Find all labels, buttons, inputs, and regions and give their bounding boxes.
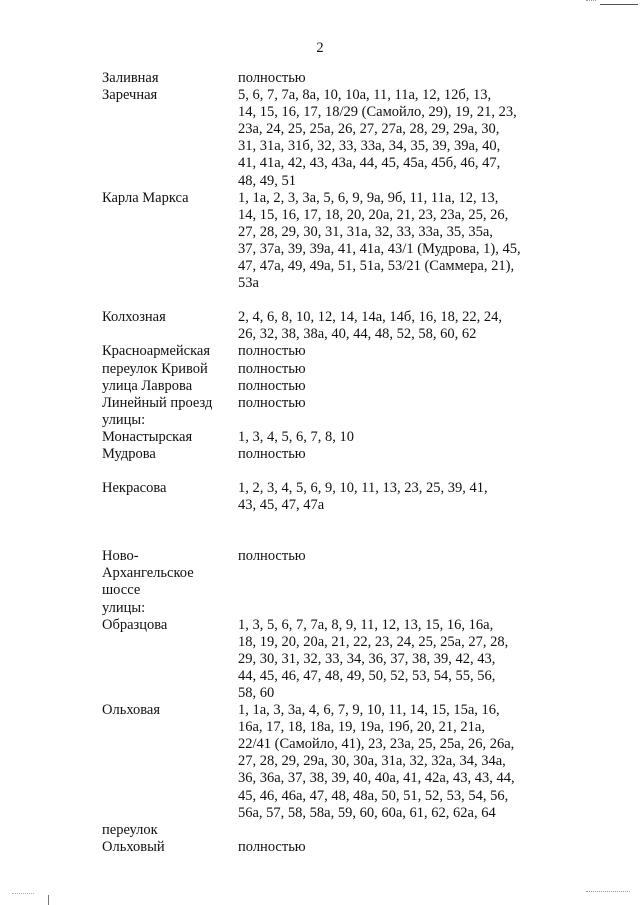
house-numbers: полностью xyxy=(238,377,306,394)
street-name: Ново- Архангельское шоссе xyxy=(102,548,194,599)
street-name: Заречная xyxy=(102,87,158,104)
street-name: Линейный проезд xyxy=(102,394,213,411)
section-label-row xyxy=(102,412,522,429)
section-label-row xyxy=(102,600,522,617)
house-numbers: 2, 4, 6, 8, 10, 12, 14, 14а, 14б, 16, 18, 22, 24, 26, 32, 38, 38а, 40, 44, 48, 52, 58, 60, 62 xyxy=(238,309,502,343)
house-numbers: полностью xyxy=(238,343,306,360)
street-name: улица Лаврова xyxy=(102,377,193,394)
street-row xyxy=(102,548,522,599)
street-name: Монастырская xyxy=(102,428,193,445)
street-name: переулок Кривой xyxy=(102,360,208,377)
house-numbers: 1, 3, 4, 5, 6, 7, 8, 10 xyxy=(238,428,354,445)
house-numbers: 1, 3, 5, 6, 7, 7а, 8, 9, 11, 12, 13, 15, 16, 16а, 18, 19, 20, 20а, 21, 22, 23, 24, 25, 25а, 27, 28, 29, 30, 31, 32, 33, 34, 36, 37, 38, 39, 42, 43, 44, 45, 46, 47, 48, 49, 50, 52, 53, 54, 55, 56, 58, 60 xyxy=(238,616,509,701)
street-row xyxy=(102,446,522,463)
house-numbers: полностью xyxy=(238,548,306,565)
street-row xyxy=(102,702,522,822)
street-row xyxy=(102,429,522,446)
street-name: Мудрова xyxy=(102,445,156,462)
street-name: Образцова xyxy=(102,616,168,633)
page-number: 2 xyxy=(316,40,324,56)
scan-edge-mark xyxy=(600,4,638,5)
street-name: Ольховый xyxy=(102,838,165,855)
street-name: Заливная xyxy=(102,70,159,86)
street-row xyxy=(102,480,522,514)
scan-edge-mark xyxy=(586,0,596,3)
street-row xyxy=(102,343,522,360)
street-row xyxy=(102,839,522,856)
house-numbers: полностью xyxy=(238,394,306,411)
house-numbers: полностью xyxy=(238,70,306,86)
section-label: улицы: xyxy=(102,599,146,616)
house-numbers: 1, 2, 3, 4, 5, 6, 9, 10, 11, 13, 23, 25, 39, 41, 43, 45, 47, 47а xyxy=(238,480,488,514)
scan-edge-mark xyxy=(12,893,34,895)
house-numbers: полностью xyxy=(238,838,306,855)
house-numbers: полностью xyxy=(238,360,306,377)
street-row xyxy=(102,87,522,190)
street-name: Карла Маркса xyxy=(102,189,189,206)
street-name: Ольховая xyxy=(102,702,161,719)
street-row xyxy=(102,822,522,839)
house-numbers: 1, 1а, 2, 3, 3а, 5, 6, 9, 9а, 9б, 11, 11а, 12, 13, 14, 15, 16, 17, 18, 20, 20а, 21, 23, 23а, 25, 26, 27, 28, 29, 30, 31, 31а, 32, 33, 33а, 35, 35а, 37, 37а, 39, 39а, 41, 41а, 43/1 (Мудрова, 1), 45, 47, 47а, 49, 49а, 51, 51а, 53/21 (Саммера, 21), 53а xyxy=(238,189,521,292)
street-row xyxy=(102,617,522,702)
section-label: улицы: xyxy=(102,411,146,428)
street-row xyxy=(102,378,522,395)
street-name: Некрасова xyxy=(102,480,167,497)
street-list xyxy=(102,70,522,856)
house-numbers: полностью xyxy=(238,445,306,462)
street-row xyxy=(102,70,522,87)
street-name: переулок xyxy=(102,821,158,838)
street-row xyxy=(102,395,522,412)
scan-edge-mark xyxy=(586,891,630,893)
street-row xyxy=(102,190,522,293)
house-numbers: 1, 1а, 3, 3а, 4, 6, 7, 9, 10, 11, 14, 15, 15а, 16, 16а, 17, 18, 18а, 19, 19а, 19б, 20, 21, 21а, 22/41 (Самойло, 41), 23, 23а, 25, 25а, 26, 26а, 27, 28, 29, 29а, 30, 30а, 31а, 32, 32а, 34, 34а, 36, 36а, 37, 38, 39, 40, 40а, 41, 42а, 43, 43, 44, 45, 46, 46а, 47, 48, 48а, 50, 51, 52, 53, 54, 56, 56а, 57, 58, 58а, 59, 60, 60а, 61, 62, 62а, 64 xyxy=(238,702,515,821)
house-numbers: 5, 6, 7, 7а, 8а, 10, 10а, 11, 11а, 12, 12б, 13, 14, 15, 16, 17, 18/29 (Самойло, 29), 19, 21, 23, 23а, 24, 25, 25а, 26, 27, 27а, 28, 29, 29а, 30, 31, 31а, 31б, 32, 33, 33а, 34, 35, 39, 39а, 40, 41, 41а, 42, 43, 43а, 44, 45, 45а, 45б, 46, 47, 48, 49, 51 xyxy=(238,87,517,189)
scan-edge-mark xyxy=(48,895,49,905)
street-row xyxy=(102,361,522,378)
street-name: Колхозная xyxy=(102,309,166,326)
street-row xyxy=(102,309,522,343)
street-name: Красноармейская xyxy=(102,343,211,360)
